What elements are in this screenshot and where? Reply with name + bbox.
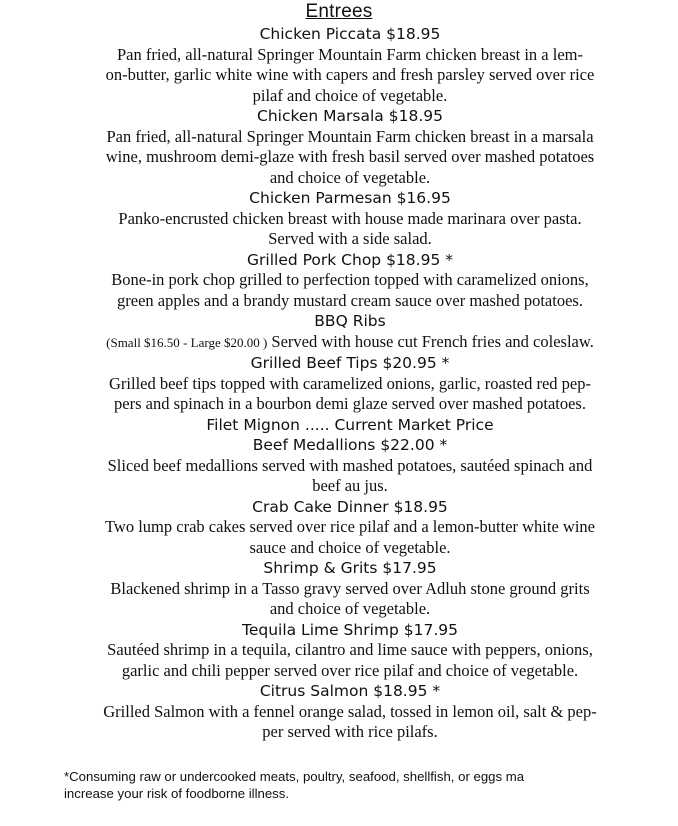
item-description-line [30,332,670,354]
disclaimer-line: *Consuming raw or undercooked meats, poultry, seafood, shellfish, or eggs ma [64,769,525,784]
item-description-line: sauce and choice of vegetable. [249,537,451,557]
item-description-line: Grilled Salmon with a fennel orange salad, tossed in lemon oil, salt & pep- [103,701,597,721]
item-description-line: per served with rice pilafs. [262,722,438,741]
item-name: Crab Cake Dinner $18.95 [252,497,448,516]
item-description-line: Panko-encrusted chicken breast with house made marinara over pasta. [118,208,582,228]
item-description-line: Pan fried, all-natural Springer Mountain Farm chicken breast in a lem- [117,44,583,64]
item-description-line: Sliced beef medallions served with mashed potatoes, sautéed spinach and [107,455,593,475]
section-heading: Entrees [305,1,373,22]
menu-item [30,415,670,436]
menu-item [30,106,670,188]
item-name: Grilled Pork Chop $18.95 * [247,250,453,269]
item-description-line: wine, mushroom demi-glaze with fresh basil served over mashed potatoes [105,147,595,166]
menu-item [30,620,670,682]
size-price-note: (Small $16.50 - Large $20.00 ) [106,334,268,350]
item-description-line: on-butter, garlic white wine with capers and fresh parsley served over rice [105,65,595,84]
menu-item [30,250,670,312]
item-name: Chicken Marsala $18.95 [257,107,443,125]
menu-item [30,24,670,106]
item-description-line: pers and spinach in a bourbon demi glaze served over mashed potatoes. [114,394,586,413]
entree-list [30,24,670,743]
item-name: Shrimp & Grits $17.95 [263,559,437,577]
menu-item [30,435,670,497]
item-description-line: Served with a side salad. [268,229,432,248]
item-name: Beef Medallions $22.00 * [252,436,448,454]
item-description-text: Served with house cut French fries and coleslaw. [271,331,594,351]
item-name: Filet Mignon ..... Current Market Price [206,415,494,434]
item-name: Tequila Lime Shrimp $17.95 [241,620,459,639]
item-name: Chicken Piccata $18.95 [259,25,441,43]
menu-item [30,353,670,415]
menu-item [30,311,670,353]
item-description-line: Two lump crab cakes served over rice pilaf and a lemon-butter white wine [105,517,595,536]
foodborne-illness-disclaimer [64,768,664,802]
item-name: BBQ Ribs [314,312,386,330]
item-description-line: Sautéed shrimp in a tequila, cilantro and lime sauce with peppers, onions, [107,640,593,659]
item-description-line: beef au jus. [312,476,388,495]
menu-item [30,558,670,620]
item-description-line: and choice of vegetable. [269,167,431,187]
item-name: Chicken Parmesan $16.95 [249,189,451,207]
menu-item [30,188,670,250]
item-description-line: Bone-in pork chop grilled to perfection topped with caramelized onions, [111,270,589,289]
item-name: Grilled Beef Tips $20.95 * [250,354,450,372]
item-name: Citrus Salmon $18.95 * [259,682,441,700]
disclaimer-line: increase your risk of foodborne illness. [64,786,290,801]
item-description-line: Grilled beef tips topped with caramelized onions, garlic, roasted red pep- [109,373,591,393]
item-description-line: green apples and a brandy mustard cream sauce over mashed potatoes. [117,290,583,310]
item-description-line: pilaf and choice of vegetable. [252,85,448,105]
item-description-line: Pan fried, all-natural Springer Mountain Farm chicken breast in a marsala [106,126,594,146]
menu-item [30,497,670,559]
item-description-line: Blackened shrimp in a Tasso gravy served over Adluh stone ground grits [110,578,590,598]
item-description-line: and choice of vegetable. [269,599,431,618]
menu-item [30,681,670,743]
item-description-line: garlic and chili pepper served over rice pilaf and choice of vegetable. [121,660,579,680]
